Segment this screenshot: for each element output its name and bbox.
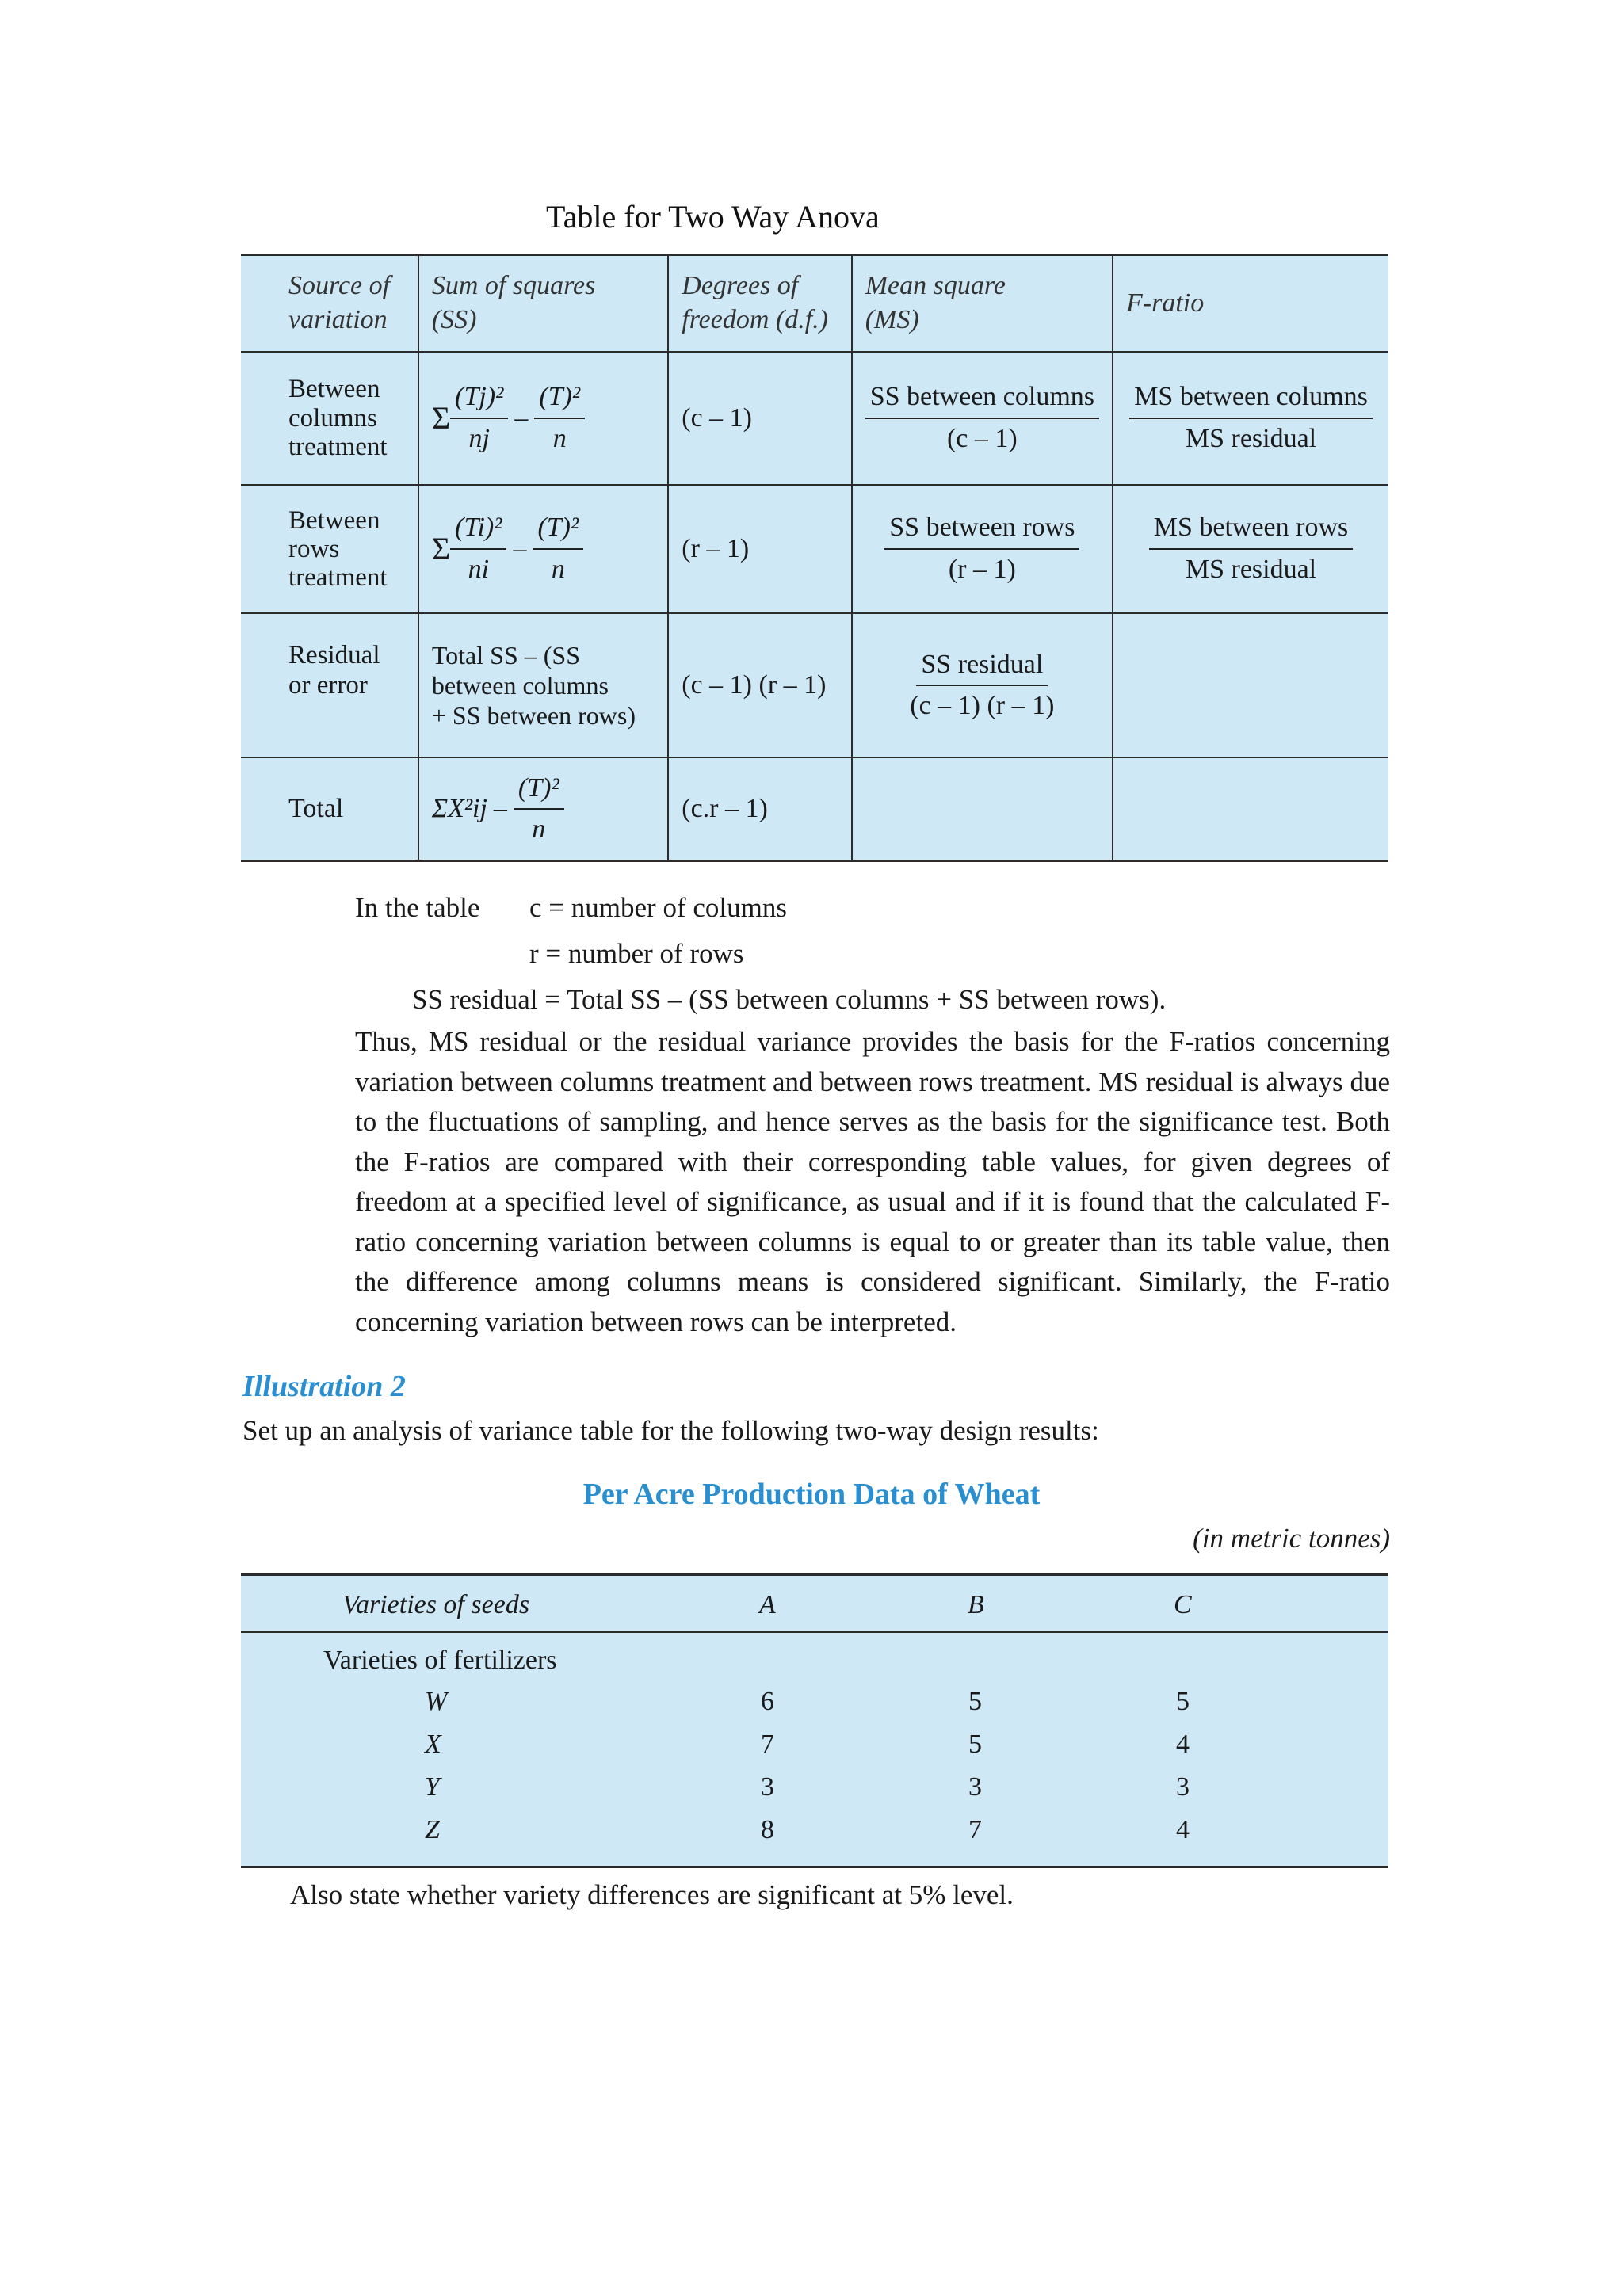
table-cell: 8 xyxy=(761,1815,774,1844)
ms-cell: $\frac{\text{SS between columns}}{(c - 1)}$ xyxy=(852,352,1113,485)
col-a-header: A xyxy=(759,1590,776,1619)
table-cell: 7 xyxy=(968,1815,982,1844)
note-ss-residual: SS residual = Total SS – (SS between columns + SS between rows). xyxy=(412,984,1167,1015)
seeds-header: Varieties of seeds xyxy=(342,1590,530,1619)
ms-cell: $\frac{\text{SS between rows}}{(r - 1)}$ xyxy=(852,485,1113,613)
header-ss: Sum of squares (SS) xyxy=(418,255,668,352)
table-cell: 5 xyxy=(968,1687,982,1716)
table-cell: 3 xyxy=(968,1772,982,1802)
anova-row-rows xyxy=(241,485,1388,613)
f-ratio-cell xyxy=(1113,757,1388,860)
header-ms: Mean square (MS) xyxy=(852,255,1113,352)
row-label-w: W xyxy=(425,1687,448,1716)
f-ratio-cell: $\frac{\text{MS between columns}}{\text{MS residual}}$ xyxy=(1113,352,1388,485)
wheat-table-title: Per Acre Production Data of Wheat xyxy=(582,1478,1041,1511)
anova-row-total xyxy=(241,757,1388,860)
table-cell: 5 xyxy=(1176,1687,1190,1716)
header-df: Degrees of freedom (d.f.) xyxy=(668,255,851,352)
df-cell: (c – 1) (r – 1) xyxy=(668,613,851,757)
explanation-paragraph: Thus, MS residual or the residual variance provides the basis for the F-ratios concerning variation between columns treatment and between rows treatment. MS residual is always due to the fluctuations of sampling, and hence serves as the basis for the significance test. Both the F-ratios are compared with their corresponding table values, for given degrees of freedom at a specified level of significance, as usual and if it is found that the calculated F-ratio concerning variation between columns is equal to or greater than its table value, then the difference among columns means is considered significant. Similarly, the F-ratio concerning variation between rows can be interpreted. xyxy=(355,1026,1390,1337)
table-cell: 3 xyxy=(761,1772,774,1802)
ms-cell xyxy=(852,757,1113,860)
row-label-y: Y xyxy=(425,1772,440,1802)
table-cell: 4 xyxy=(1176,1730,1190,1759)
anova-row-residual xyxy=(241,613,1388,757)
table-cell: 3 xyxy=(1176,1772,1190,1802)
ss-cell: Total SS – (SS between columns + SS between rows) xyxy=(418,613,668,757)
table-cell: 7 xyxy=(761,1730,774,1759)
ms-cell: $\frac{\text{SS residual}}{(c - 1) (r - 1)}$ xyxy=(852,613,1113,757)
fertilizer-label: Varieties of fertilizers xyxy=(323,1646,557,1675)
ss-cell: Σ $\frac{\text{(Tj)²}}{nj}$ – $\frac{\text{(T)²}}{n}$ xyxy=(418,352,668,485)
table-cell: 6 xyxy=(761,1687,774,1716)
col-b-header: B xyxy=(968,1590,984,1619)
col-c-header: C xyxy=(1174,1590,1192,1619)
source-cell: Between columns treatment xyxy=(241,352,418,485)
source-cell: Total xyxy=(241,757,418,860)
table-cell: 5 xyxy=(968,1730,982,1759)
illustration-setup: Set up an analysis of variance table for the following two-way design results: xyxy=(242,1415,1099,1446)
title-text: Table for Two Way Anova xyxy=(546,199,880,235)
df-cell: (c.r – 1) xyxy=(668,757,851,860)
note-in-table: In the table xyxy=(355,892,480,923)
f-ratio-cell: $\frac{\text{MS between rows}}{\text{MS residual}}$ xyxy=(1113,485,1388,613)
f-ratio-cell xyxy=(1113,613,1388,757)
header-f: F-ratio xyxy=(1113,255,1388,352)
units-label: (in metric tonnes) xyxy=(1193,1523,1390,1554)
note-c-def: c = number of columns xyxy=(529,892,787,923)
anova-row-columns xyxy=(241,352,1388,485)
anova-table xyxy=(241,254,1388,862)
note-r-def: r = number of rows xyxy=(529,938,744,969)
row-label-x: X xyxy=(425,1730,441,1759)
header-source: Source of variation xyxy=(241,255,418,352)
df-cell: (c – 1) xyxy=(668,352,851,485)
df-cell: (r – 1) xyxy=(668,485,851,613)
illustration-title: Illustration 2 xyxy=(242,1370,406,1403)
table-cell: 4 xyxy=(1176,1815,1190,1844)
ss-cell: Σ $\frac{\text{(Ti)²}}{ni}$ – $\frac{\text{(T)²}}{n}$ xyxy=(418,485,668,613)
ss-cell: ΣX²ij – $\frac{\text{(T)²}}{n}$ xyxy=(418,757,668,860)
row-label-z: Z xyxy=(425,1815,440,1844)
wheat-table xyxy=(241,1573,1388,1868)
significance-question: Also state whether variety differences are significant at 5% level. xyxy=(290,1879,1014,1910)
source-cell: Between rows treatment xyxy=(241,485,418,613)
anova-header-row xyxy=(241,255,1388,352)
wheat-header-row xyxy=(241,1576,1388,1633)
source-cell: Residual or error xyxy=(241,613,418,757)
